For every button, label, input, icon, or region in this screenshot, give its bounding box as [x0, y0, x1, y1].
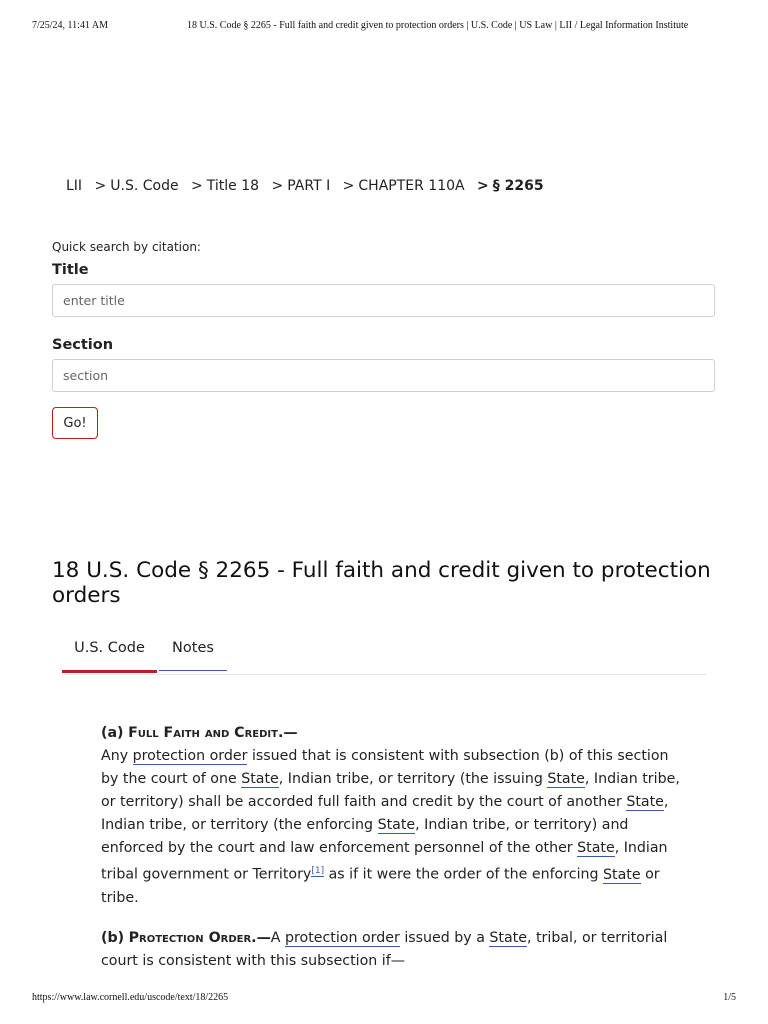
text-segment: , Indian tribe, or territory) shall be accorded full faith and credit by the court of another [101, 771, 680, 810]
term-protection-order[interactable]: protection order [284, 929, 400, 946]
text-segment: or tribe. [101, 866, 660, 906]
print-header [32, 20, 736, 34]
term-protection-order[interactable]: protection order [132, 748, 248, 764]
text-segment: , Indian tribe, or territory (the enforcing [101, 794, 669, 833]
tab-bar [62, 636, 706, 675]
page-title: 18 U.S. Code § 2265 - Full faith and credit given to protection orders [52, 558, 711, 608]
breadcrumb-part-i[interactable]: PART I [287, 178, 331, 194]
print-page-number: 1/5 [723, 992, 736, 1003]
text-segment: , Indian tribal government or Territory [101, 840, 668, 883]
go-button[interactable]: Go! [52, 407, 98, 439]
search-intro: Quick search by citation: [52, 240, 201, 254]
text-segment: issued that is consistent with subsection (b) of this section by the court of one [101, 748, 669, 787]
term-state[interactable]: State [626, 794, 664, 810]
tab-notes[interactable]: Notes [159, 636, 227, 671]
breadcrumb-title-18[interactable]: Title 18 [206, 178, 260, 194]
subsection-a [101, 722, 681, 910]
term-state[interactable]: State [603, 866, 641, 883]
breadcrumb-separator: > [94, 178, 107, 194]
breadcrumb-chapter-110a[interactable]: CHAPTER 110A [358, 178, 465, 194]
subsection-b [101, 927, 681, 973]
text-segment: as if it were the order of the enforcing [324, 866, 604, 883]
text-segment: , tribal, or territorial court is consistent with this subsection if— [101, 929, 668, 969]
subsection-b-heading: Protection Order.— [128, 929, 271, 946]
breadcrumb-separator: > [477, 178, 489, 194]
text-segment: A [270, 929, 285, 946]
term-state[interactable]: State [241, 771, 279, 787]
print-page-title: 18 U.S. Code § 2265 - Full faith and credit given to protection orders | U.S. Code | US Law | LII / Legal Information Institute [187, 20, 689, 31]
print-datetime: 7/25/24, 11:41 AM [32, 20, 109, 31]
text-segment: Any [101, 748, 133, 764]
text-segment: , Indian tribe, or territory) and enforced by the court and law enforcement personnel of the other [101, 817, 629, 856]
breadcrumb-separator: > [271, 178, 284, 194]
term-state[interactable]: State [489, 929, 527, 946]
title-input[interactable] [52, 284, 715, 317]
breadcrumb-us-code[interactable]: U.S. Code [110, 178, 179, 194]
term-state[interactable]: State [577, 840, 615, 856]
print-footer [32, 992, 736, 1006]
footnote-link[interactable]: [1] [311, 866, 325, 876]
term-state[interactable]: State [377, 817, 416, 833]
section-label: Section [52, 337, 114, 353]
subsection-b-marker: (b) [101, 929, 125, 946]
statute-text [101, 722, 681, 990]
section-input[interactable] [52, 359, 715, 392]
breadcrumb [66, 178, 544, 194]
breadcrumb-separator: > [191, 178, 203, 194]
text-segment: , Indian tribe, or territory (the issuing [278, 771, 548, 787]
tab-us-code[interactable]: U.S. Code [62, 636, 157, 673]
print-url: https://www.law.cornell.edu/uscode/text/18/2265 [32, 992, 229, 1003]
breadcrumb-separator: > [342, 178, 355, 194]
field-gap [52, 317, 715, 337]
subsection-a-heading: Full Faith and Credit.— [128, 725, 298, 741]
term-state[interactable]: State [547, 771, 585, 787]
citation-search-form [52, 240, 715, 439]
subsection-a-marker: (a) [101, 725, 124, 741]
breadcrumb-current: § 2265 [492, 178, 544, 194]
text-segment: issued by a [399, 929, 490, 946]
title-label: Title [52, 262, 89, 278]
breadcrumb-lii[interactable]: LII [66, 178, 83, 194]
